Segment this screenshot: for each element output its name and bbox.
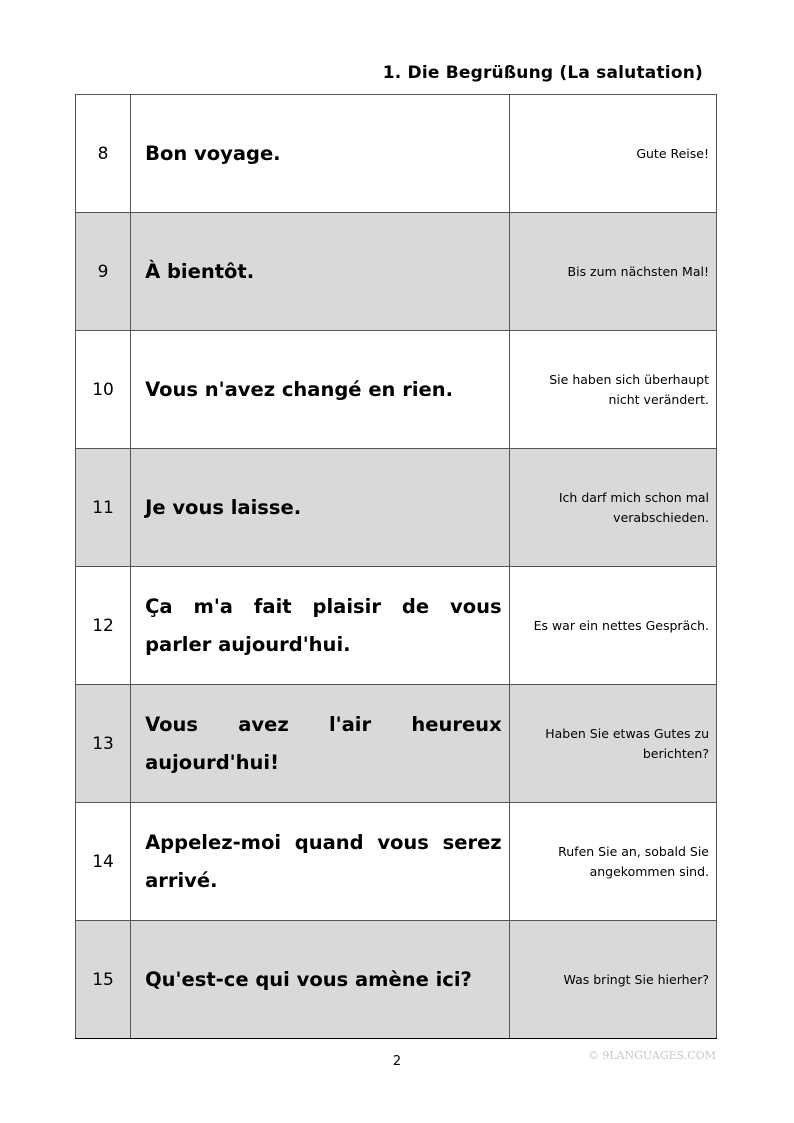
table-row — [76, 331, 717, 449]
row-number: 13 — [76, 685, 131, 803]
table-row — [76, 95, 717, 213]
french-phrase: Bon voyage. — [131, 95, 510, 213]
german-translation: Gute Reise! — [509, 95, 716, 213]
french-phrase: Appelez-moi quand vous serez arrivé. — [131, 803, 510, 921]
french-phrase: Vous n'avez changé en rien. — [131, 331, 510, 449]
german-translation: Was bringt Sie hierher? — [509, 921, 716, 1039]
german-translation: Es war ein nettes Gespräch. — [509, 567, 716, 685]
table-row — [76, 449, 717, 567]
row-number: 8 — [76, 95, 131, 213]
german-translation: Rufen Sie an, sobald Sie angekommen sind. — [509, 803, 716, 921]
table-row — [76, 685, 717, 803]
french-phrase: Ça m'a fait plaisir de vous parler aujourd'hui. — [131, 567, 510, 685]
row-number: 9 — [76, 213, 131, 331]
watermark: © 9LANGUAGES.COM — [587, 1049, 716, 1062]
french-phrase: Vous avez l'air heureux aujourd'hui! — [131, 685, 510, 803]
french-phrase: À bientôt. — [131, 213, 510, 331]
table-row — [76, 803, 717, 921]
row-number: 12 — [76, 567, 131, 685]
table-row — [76, 921, 717, 1039]
french-phrase: Qu'est-ce qui vous amène ici? — [131, 921, 510, 1039]
table-row — [76, 213, 717, 331]
german-translation: Sie haben sich überhaupt nicht verändert. — [509, 331, 716, 449]
table-row — [76, 567, 717, 685]
german-translation: Haben Sie etwas Gutes zu berichten? — [509, 685, 716, 803]
row-number: 15 — [76, 921, 131, 1039]
french-phrase: Je vous laisse. — [131, 449, 510, 567]
german-translation: Ich darf mich schon mal verabschieden. — [509, 449, 716, 567]
phrase-table — [75, 94, 717, 1039]
row-number: 10 — [76, 331, 131, 449]
page-title: 1. Die Begrüßung (La salutation) — [382, 63, 703, 83]
row-number: 11 — [76, 449, 131, 567]
row-number: 14 — [76, 803, 131, 921]
german-translation: Bis zum nächsten Mal! — [509, 213, 716, 331]
page-number: 2 — [392, 1054, 402, 1069]
